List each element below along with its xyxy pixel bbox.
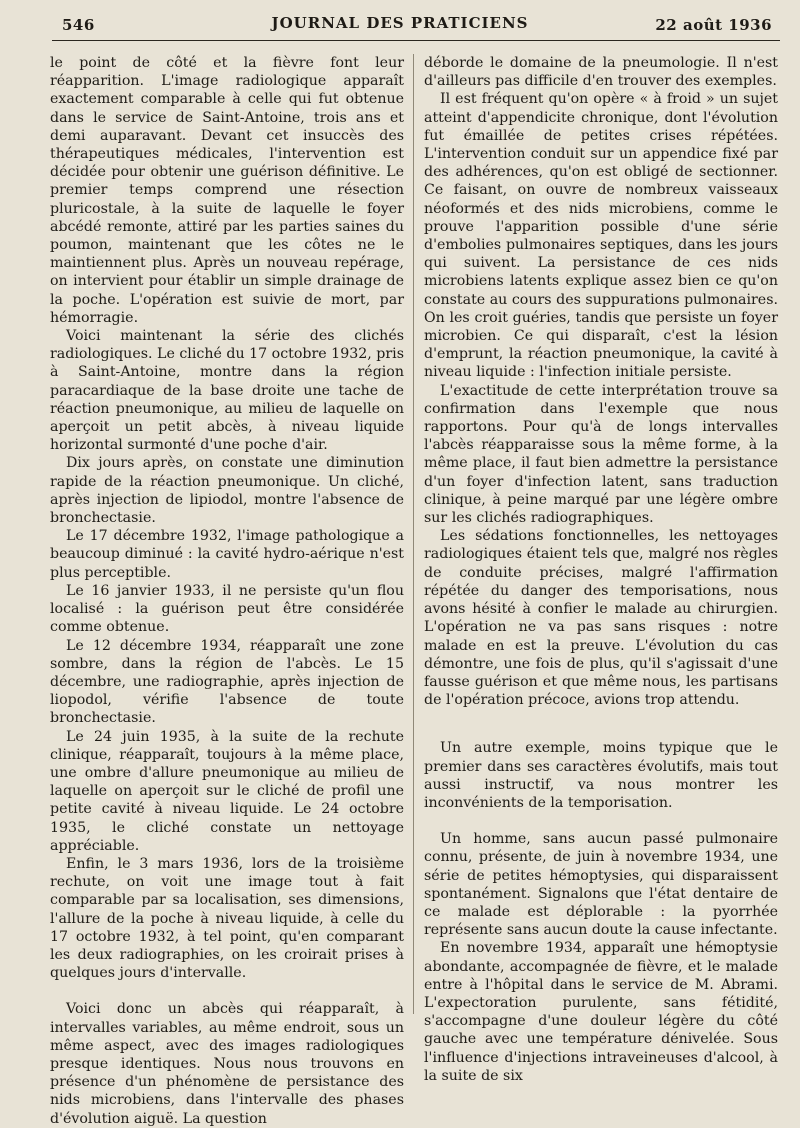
- page-header: [0, 12, 800, 38]
- paragraph: L'exactitude de cette interprétation trouve sa confirmation dans l'exemple que nous rapportons. Pour qu'à de longs intervalles l'abcès réapparaisse sous la même forme, à la même place, il faut bien admettre la persistance d'un foyer d'infection latent, sans traduction clinique, à peine marqué par une légère ombre sur les clichés radiographiques.: [424, 382, 778, 527]
- page-number: 546: [62, 16, 95, 34]
- paragraph: déborde le domaine de la pneumologie. Il n'est d'ailleurs pas difficile d'en trouver des exemples.: [424, 55, 778, 90]
- paragraph: Enfin, le 3 mars 1936, lors de la troisième rechute, on voit une image tout à fait comparable par sa localisation, ses dimensions, l'allure de la poche à niveau liquide, à celle du 17 octobre 1932, à tel point, qu'en comparant les deux radiographies, on les croirait prises à quelques jours d'intervalle.: [50, 855, 404, 982]
- paragraph: Les sédations fonctionnelles, les nettoyages radiologiques étaient tels que, malgré nos règles de conduite précises, malgré l'affirmation répétée du danger des temporisations, nous avons hésité à confier le malade au chirurgien. L'opération ne va pas sans risques : notre malade en est la preuve. L'évolution du cas démontre, une fois de plus, qu'il s'agissait d'une fausse guérison et que même nous, les partisans de l'opération précoce, avions trop attendu.: [424, 528, 778, 709]
- paragraph: Dix jours après, on constate une diminution rapide de la réaction pneumonique. Un cliché, après injection de lipiodol, montre l'absence de bronchectasie.: [50, 455, 404, 527]
- paragraph: Voici donc un abcès qui réapparaît, à intervalles variables, au même endroit, sous un même aspect, avec des images radiologiques presque identiques. Nous nous trouvons en présence d'un phénomène de persistance des nids microbiens, dans l'intervalle des phases d'évolution aiguë. La question: [50, 1001, 404, 1127]
- right-column: [424, 54, 778, 1085]
- paragraph: le point de côté et la fièvre font leur réapparition. L'image radiologique apparaît exactement comparable à celle qui fut obtenue dans le service de Saint-Antoine, trois ans et demi auparavant. Devant cet insuccès des thérapeutiques médicales, l'intervention est décidée pour obtenir une guérison définitive. Le premier temps comprend une résection pluricostale, à la suite de laquelle le foyer abcédé remonte, attiré par les parties saines du poumon, maintenant que les côtes ne le maintiennent plus. Après un nouveau repérage, on intervient pour établir un simple drainage de la poche. L'opération est suivie de mort, par hémorragie.: [50, 55, 404, 326]
- left-column: [50, 54, 404, 1128]
- paragraph: Un homme, sans aucun passé pulmonaire connu, présente, de juin à novembre 1934, une série de petites hémoptysies, qui disparaissent spontanément. Signalons que l'état dentaire de ce malade est déplorable : la pyorrhée représente sans aucun doute la cause infectante.: [424, 831, 778, 939]
- paragraph: Le 16 janvier 1933, il ne persiste qu'un flou localisé : la guérison peut être considérée comme obtenue.: [50, 582, 404, 636]
- paragraph: Voici maintenant la série des clichés radiologiques. Le cliché du 17 octobre 1932, pris à Saint-Antoine, montre dans la région paracardiaque de la base droite une tache de réaction pneumonique, au milieu de laquelle on aperçoit un petit abcès, à niveau liquide horizontal surmonté d'une poche d'air.: [50, 328, 404, 454]
- column-divider: [413, 54, 414, 1014]
- paragraph: Un autre exemple, moins typique que le premier dans ses caractères évolutifs, mais tout aussi instructif, va nous montrer les inconvénients de la temporisation.: [424, 740, 778, 811]
- paragraph: Le 12 décembre 1934, réapparaît une zone sombre, dans la région de l'abcès. Le 15 décembre, une radiographie, après injection de liopodol, vérifie l'absence de toute bronchectasie.: [50, 637, 404, 727]
- issue-date: 22 août 1936: [655, 16, 772, 34]
- paragraph: Il est fréquent qu'on opère « à froid » un sujet atteint d'appendicite chronique, dont l'évolution fut émaillée de petites crises répétées. L'intervention conduit sur un appendice fixé par des adhérences, qu'on est obligé de sectionner. Ce faisant, on ouvre de nombreux vaisseaux néoformés et des nids microbiens, comme le prouve l'apparition possible d'une série d'embolies pulmonaires septiques, dans les jours qui suivent. La persistance de ces nids microbiens latents explique assez bien ce qu'on constate au cours des suppurations pulmonaires. On les croit guéries, tandis que persiste un foyer microbien. Ce qui disparaît, c'est la lésion d'emprunt, la réaction pneumonique, la cavité à niveau liquide : l'infection initiale persiste.: [424, 91, 778, 381]
- journal-title: JOURNAL DES PRATICIENS: [271, 14, 529, 32]
- paragraph: Le 17 décembre 1932, l'image pathologique a beaucoup diminué : la cavité hydro-aérique n'est plus perceptible.: [50, 528, 404, 581]
- paragraph: En novembre 1934, apparaît une hémoptysie abondante, accompagnée de fièvre, et le malade entre à l'hôpital dans le service de M. Abrami. L'expectoration purulente, sans fétidité, s'accompagne d'une douleur légère du côté gauche avec une température dénivelée. Sous l'influence d'injections intraveineuses d'alcool, à la suite de six: [424, 940, 778, 1084]
- paragraph: Le 24 juin 1935, à la suite de la rechute clinique, réapparaît, toujours à la même place, une ombre d'allure pneumonique au milieu de laquelle on aperçoit sur le cliché de profil une petite cavité à niveau liquide. Le 24 octobre 1935, le cliché constate un nettoyage appréciable.: [50, 728, 404, 854]
- header-rule: [52, 40, 780, 41]
